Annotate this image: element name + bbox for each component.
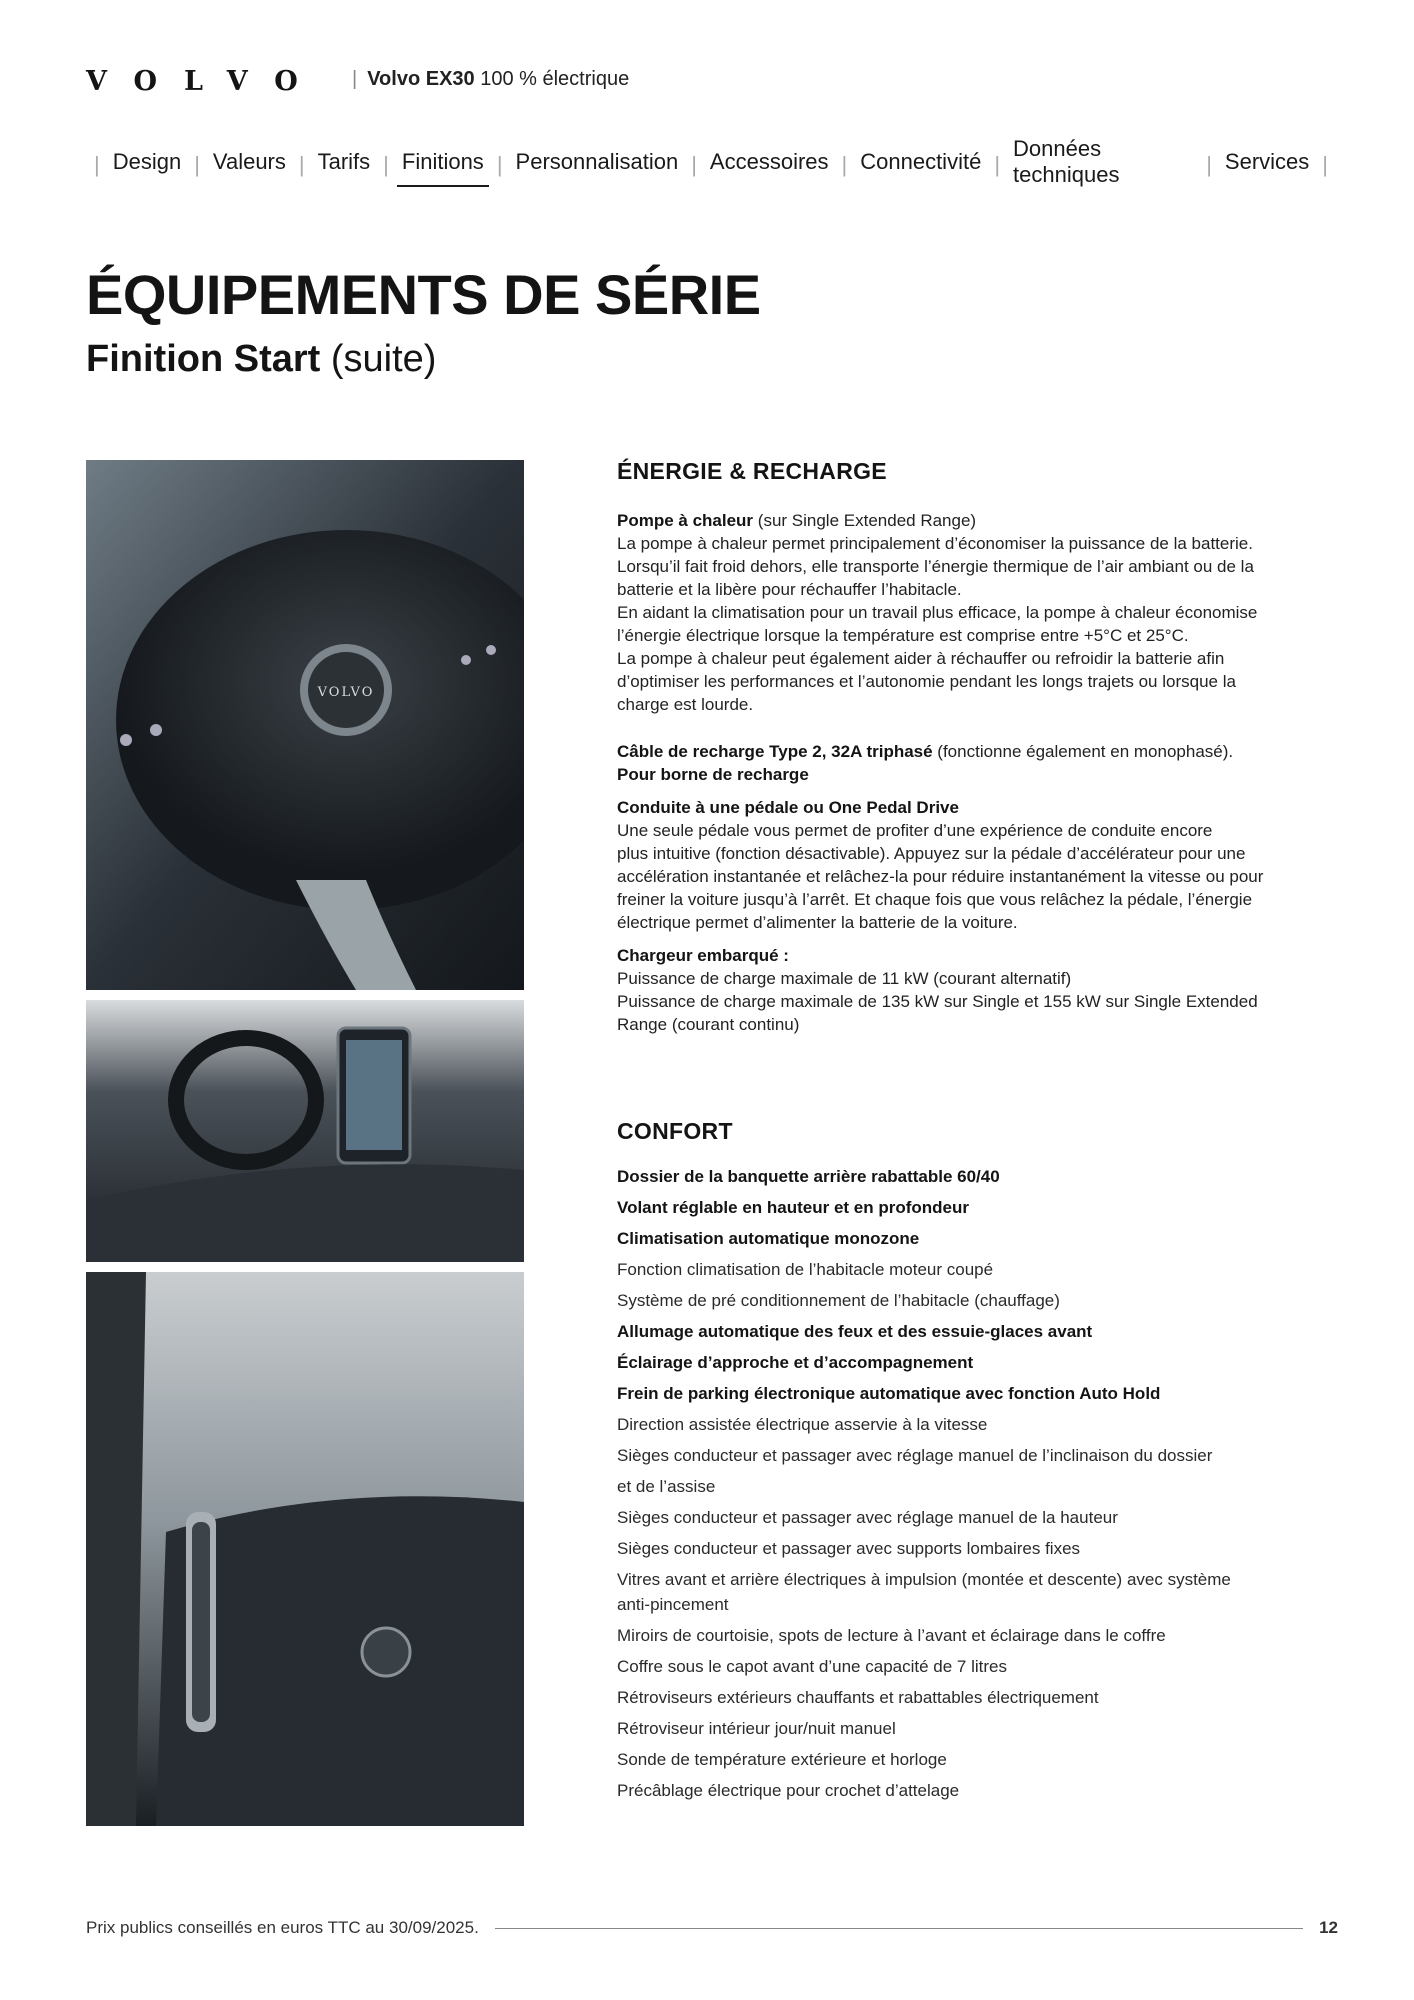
confort-item: Rétroviseurs extérieurs chauffants et rabattables électriquement [617,1688,1099,1707]
nav-separator: | [94,152,100,177]
pompe-line: Lorsqu’il fait froid dehors, elle transporte l’énergie thermique de l’air ambiant ou de la [617,557,1254,576]
nav-item-accessoires[interactable]: Accessoires [709,149,829,174]
model-name: Volvo EX30 [367,68,475,90]
footer [86,1918,1338,1938]
pompe-line: charge est lourde. [617,695,754,714]
pedal-line: plus intuitive (fonction désactivable). Appuyez sur la pédale d’accélérateur pour une [617,844,1246,863]
pompe-title: Pompe à chaleur [617,511,754,530]
steering-wheel-photo [86,460,524,990]
pompe-description [617,532,1347,716]
one-pedal-block [617,796,1347,934]
energie-recharge-section [617,458,1347,1060]
pompe-line: l’énergie électrique lorsque la température est comprise entre +5°C et 25°C. [617,626,1189,645]
nav-separator: | [496,152,503,177]
confort-item: Allumage automatique des feux et des essuie-glaces avant [617,1322,1093,1341]
nav-separator: | [1206,152,1212,177]
cable-line2-text: Pour borne de recharge [617,765,809,784]
confort-item: Sièges conducteur et passager avec réglage manuel de la hauteur [617,1508,1118,1527]
volvo-logo: VOLVO [86,66,325,97]
top-navigation [84,134,1338,196]
subtitle-light: (suite) [330,338,437,380]
footer-price-note: Prix publics conseillés en euros TTC au 30/09/2025. [86,1918,479,1937]
confort-item: Rétroviseur intérieur jour/nuit manuel [617,1719,896,1738]
pompe-line: La pompe à chaleur peut également aider à réchauffer ou refroidir la batterie afin [617,649,1225,668]
charger-line: Puissance de charge maximale de 11 kW (courant alternatif) [617,969,1072,988]
charger-line: Range (courant continu) [617,1015,800,1034]
nav-separator: | [994,152,1001,177]
confort-item: Dossier de la banquette arrière rabattable 60/40 [617,1167,1000,1186]
nav-item-tarifs[interactable]: Tarifs [317,149,371,174]
nav-item-finitions[interactable]: Finitions [399,147,487,183]
pompe-line: En aidant la climatisation pour un travail plus efficace, la pompe à chaleur économise [617,603,1258,622]
pedal-line: accélération instantanée et relâchez-la pour réduire instantanément la vitesse ou pour [617,867,1264,886]
page-title: ÉQUIPEMENTS DE SÉRIE [86,263,761,326]
model-tagline: 100 % électrique [480,68,630,90]
page-number: 12 [1319,1918,1338,1937]
confort-item: Frein de parking électronique automatique avec fonction Auto Hold [617,1384,1161,1403]
chargeur-block [617,944,1347,1036]
confort-item: Éclairage d’approche et d’accompagnement [617,1353,974,1372]
pompe-note: (sur Single Extended Range) [753,511,977,530]
nav-separator: | [383,152,389,177]
footer-divider [495,1928,1303,1929]
nav-separator: | [298,152,305,177]
pedal-title: Conduite à une pédale ou One Pedal Drive [617,798,959,817]
charger-description [617,967,1347,1036]
pompe-chaleur-block [617,509,1347,716]
confort-item: anti-pincement [617,1595,729,1614]
confort-item: Sonde de température extérieure et horloge [617,1750,947,1769]
pedal-heading [617,796,1347,819]
confort-item: Sièges conducteur et passager avec réglage manuel de l’inclinaison du dossier [617,1446,1213,1465]
confort-item: Volant réglable en hauteur et en profondeur [617,1198,970,1217]
pedal-line: électrique permet d’alimenter la batterie de la voiture. [617,913,1018,932]
confort-item: Fonction climatisation de l’habitacle moteur coupé [617,1260,994,1279]
cable-note: (fonctionne également en monophasé). [932,742,1234,761]
cable-heading [617,740,1347,763]
confort-item: Sièges conducteur et passager avec supports lombaires fixes [617,1539,1081,1558]
page-subtitle [86,338,436,381]
pedal-line: freiner la voiture jusqu’à l’arrêt. Et chaque fois que vous relâchez la pédale, l’énergie [617,890,1253,909]
pompe-line: batterie et la libère pour réchauffer l’habitacle. [617,580,962,599]
nav-separator: | [691,152,697,177]
confort-section [617,1118,1347,1810]
subtitle-bold: Finition Start [86,338,321,380]
cable-line2 [617,763,1347,786]
nav-item-valeurs[interactable]: Valeurs [212,149,286,174]
confort-item: Coffre sous le capot avant d’une capacité de 7 litres [617,1657,1007,1676]
nav-item-connectivite[interactable]: Connectivité [860,149,982,174]
confort-item: Précâblage électrique pour crochet d’attelage [617,1781,960,1800]
confort-item: Direction assistée électrique asservie à la vitesse [617,1415,988,1434]
pompe-line: La pompe à chaleur permet principalement d’économiser la puissance de la batterie. [617,534,1253,553]
pedal-line: Une seule pédale vous permet de profiter d’une expérience de conduite encore [617,821,1213,840]
model-line [352,68,629,91]
pompe-line: d’optimiser les performances et l’autonomie pendant les longs trajets ou lorsque la [617,672,1236,691]
charger-title: Chargeur embarqué : [617,946,789,965]
confort-list [617,1165,1347,1802]
confort-item: Vitres avant et arrière électriques à impulsion (montée et descente) avec système [617,1570,1231,1589]
nav-separator: | [841,152,848,177]
nav-item-services[interactable]: Services [1224,149,1310,174]
confort-item: Miroirs de courtoisie, spots de lecture à l’avant et éclairage dans le coffre [617,1626,1166,1645]
pedal-description [617,819,1347,934]
nav-separator: | [1322,152,1328,177]
nav-item-personnalisation[interactable]: Personnalisation [515,149,679,174]
pompe-heading [617,509,1347,532]
cable-block [617,740,1347,786]
svg-text:VOLVO: VOLVO [317,685,375,700]
dashboard-photo [86,1000,524,1262]
separator: | [352,68,358,90]
nav-item-donnees-techniques[interactable]: Données techniques [1013,136,1120,187]
nav-item-design[interactable]: Design [112,149,182,174]
air-vent-photo [86,1272,524,1826]
section-title-energie: ÉNERGIE & RECHARGE [617,458,887,484]
confort-item: Climatisation automatique monozone [617,1229,920,1248]
confort-item: Système de pré conditionnement de l’habitacle (chauffage) [617,1291,1060,1310]
section-title-confort: CONFORT [617,1118,733,1144]
charger-heading [617,944,1347,967]
charger-line: Puissance de charge maximale de 135 kW sur Single et 155 kW sur Single Extended [617,992,1258,1011]
cable-title: Câble de recharge Type 2, 32A triphasé [617,742,933,761]
nav-separator: | [194,152,200,177]
confort-item: et de l’assise [617,1477,716,1496]
